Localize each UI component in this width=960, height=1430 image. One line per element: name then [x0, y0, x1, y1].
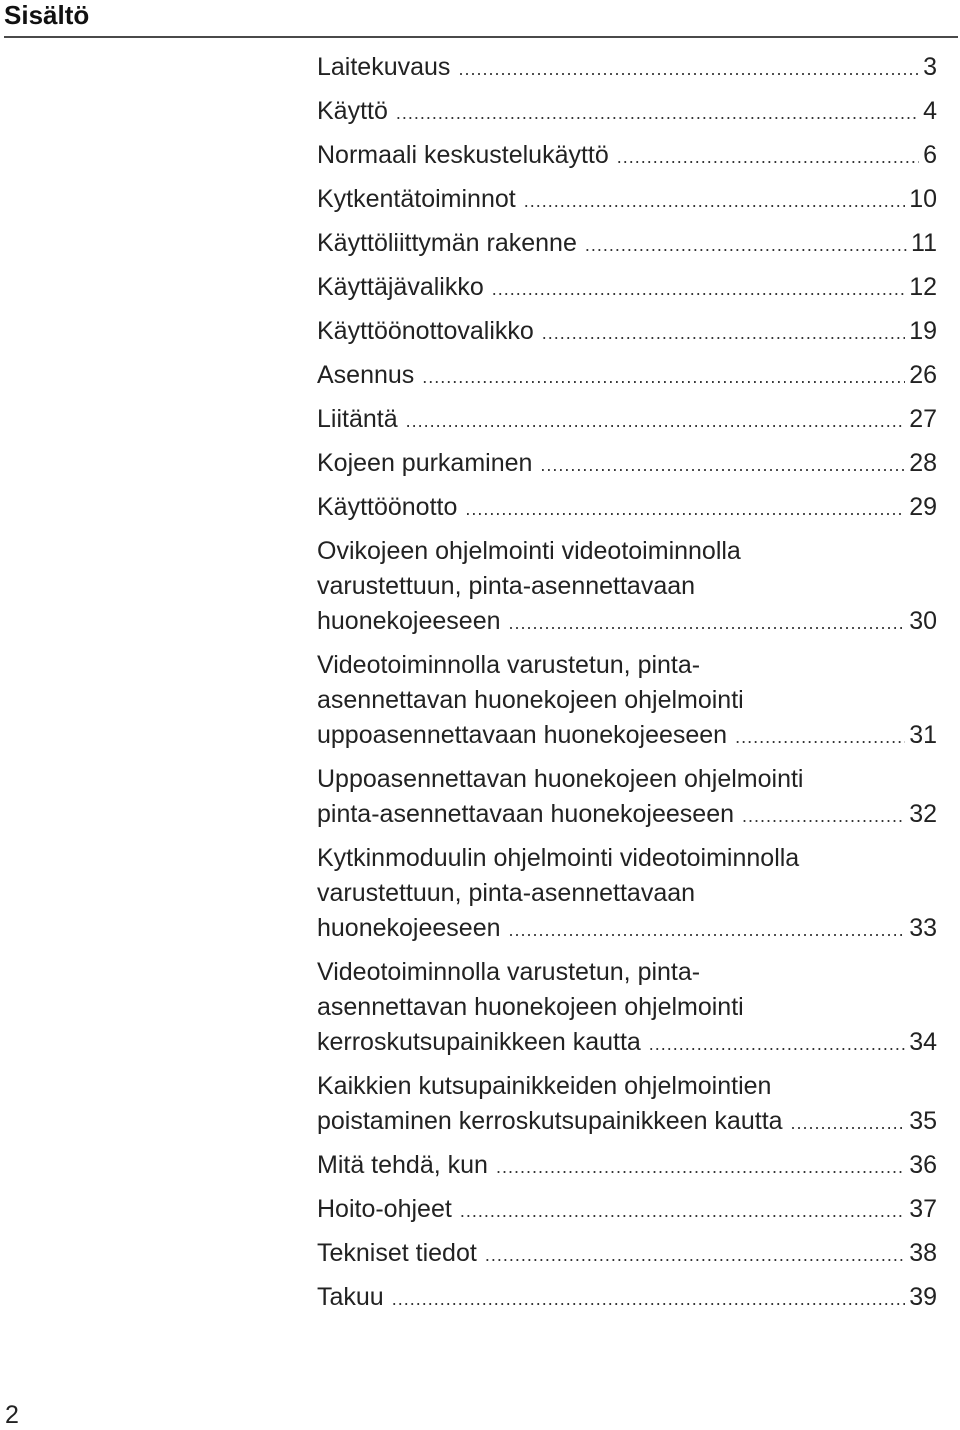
toc-entry-row — [317, 1280, 937, 1317]
toc-entry-title-line: Liitäntä — [317, 405, 398, 433]
toc-page-number: 26 — [909, 361, 937, 389]
toc-page-number: 37 — [909, 1195, 937, 1223]
toc-entry-row — [317, 446, 937, 483]
toc-entry[interactable] — [317, 1148, 937, 1185]
dot-leader — [791, 1106, 906, 1141]
toc-entry[interactable] — [317, 648, 937, 755]
dot-leader — [458, 52, 919, 87]
toc-entry-title-line: Normaali keskustelukäyttö — [317, 141, 609, 169]
toc-page-number: 35 — [909, 1107, 937, 1135]
toc-entry-title-line: Kytkentätoiminnot — [317, 185, 516, 213]
toc-entry-title-line: Käyttäjävalikko — [317, 273, 484, 301]
toc-entry[interactable] — [317, 94, 937, 131]
dot-leader — [617, 140, 919, 175]
toc-entry-title-line: asennettavan huonekojeen ohjelmointi — [317, 993, 744, 1021]
toc-page-number: 4 — [923, 97, 937, 125]
toc-page-number: 32 — [909, 800, 937, 828]
toc-page-number: 6 — [923, 141, 937, 169]
toc-entry-title-line: Käyttöönottovalikko — [317, 317, 534, 345]
toc-entry-title-line: Kytkinmoduulin ohjelmointi videotoiminnolla — [317, 844, 800, 872]
toc-entry-title-line: kerroskutsupainikkeen kautta — [317, 1028, 641, 1056]
toc-entry-title-line: varustettuun, pinta-asennettavaan — [317, 572, 696, 600]
toc-page-number: 27 — [909, 405, 937, 433]
toc-entry[interactable] — [317, 138, 937, 175]
toc-page-number: 30 — [909, 607, 937, 635]
toc-entry[interactable] — [317, 490, 937, 527]
dot-leader — [460, 1194, 905, 1229]
toc-entry-title-line: Videotoiminnolla varustetun, pinta- — [317, 651, 701, 679]
toc-entry[interactable] — [317, 270, 937, 307]
toc-page-number: 39 — [909, 1283, 937, 1311]
dot-leader — [509, 606, 906, 641]
toc-entry-row — [317, 402, 937, 439]
dot-leader — [542, 316, 905, 351]
toc-entry-title-line: Videotoiminnolla varustetun, pinta- — [317, 958, 701, 986]
toc-page-number: 28 — [909, 449, 937, 477]
toc-entry-title-line: poistaminen kerroskutsupainikkeen kautta — [317, 1107, 783, 1135]
toc-entry-title-line: Laitekuvaus — [317, 53, 451, 81]
toc-page-number: 12 — [909, 273, 937, 301]
toc-page-number: 3 — [923, 53, 937, 81]
dot-leader — [465, 492, 905, 527]
toc-entry-title-line: Asennus — [317, 361, 415, 389]
toc-entry[interactable] — [317, 1069, 937, 1141]
toc-entry[interactable] — [317, 1280, 937, 1317]
toc-entry-title-line: huonekojeeseen — [317, 914, 501, 942]
toc-entry-row — [317, 1192, 937, 1229]
toc-entry-title-line: varustettuun, pinta-asennettavaan — [317, 879, 696, 907]
dot-leader — [524, 184, 905, 219]
dot-leader — [392, 1282, 905, 1317]
toc-entry[interactable] — [317, 534, 937, 641]
toc-entry[interactable] — [317, 226, 937, 263]
table-of-contents — [317, 50, 937, 1324]
toc-page-number: 33 — [909, 914, 937, 942]
toc-entry-row — [317, 50, 937, 87]
toc-entry[interactable] — [317, 446, 937, 483]
toc-entry-row — [317, 911, 937, 948]
toc-entry-title-line: Tekniset tiedot — [317, 1239, 477, 1267]
toc-page-number: 38 — [909, 1239, 937, 1267]
page-header — [4, 0, 958, 38]
toc-entry-title-line: Kojeen purkaminen — [317, 449, 533, 477]
dot-leader — [396, 96, 919, 131]
toc-entry-title-line: Ovikojeen ohjelmointi videotoiminnolla — [317, 537, 741, 565]
dot-leader — [742, 799, 905, 834]
toc-entry-row — [317, 358, 937, 395]
toc-entry-title-line: Mitä tehdä, kun — [317, 1151, 488, 1179]
toc-entry-row — [317, 94, 937, 131]
toc-entry-row — [317, 226, 937, 263]
toc-entry[interactable] — [317, 314, 937, 351]
toc-entry-row — [317, 1236, 937, 1273]
toc-entry[interactable] — [317, 955, 937, 1062]
toc-entry-title-line: Käyttöliittymän rakenne — [317, 229, 577, 257]
toc-entry-row — [317, 270, 937, 307]
toc-entry-title-line: pinta-asennettavaan huonekojeeseen — [317, 800, 735, 828]
toc-entry-title-line: Takuu — [317, 1283, 384, 1311]
toc-page-number: 29 — [909, 493, 937, 521]
dot-leader — [649, 1027, 905, 1062]
dot-leader — [540, 448, 905, 483]
toc-entry-title-line: Hoito-ohjeet — [317, 1195, 452, 1223]
dot-leader — [585, 228, 907, 263]
toc-entry-title-line: Uppoasennettavan huonekojeen ohjelmointi — [317, 765, 804, 793]
toc-entry-title-line: huonekojeeseen — [317, 607, 501, 635]
dot-leader — [485, 1238, 905, 1273]
toc-entry-row — [317, 138, 937, 175]
toc-entry-row — [317, 1025, 937, 1062]
toc-page-number: 11 — [911, 229, 937, 257]
toc-entry[interactable] — [317, 1236, 937, 1273]
toc-entry-title-line: Käyttö — [317, 97, 388, 125]
toc-entry-row — [317, 1148, 937, 1185]
dot-leader — [496, 1150, 905, 1185]
page-number: 2 — [5, 1401, 19, 1429]
dot-leader — [406, 404, 906, 439]
page-title: Sisältö — [4, 0, 90, 30]
toc-entry-row — [317, 604, 937, 641]
dot-leader — [509, 913, 906, 948]
toc-page-number: 19 — [909, 317, 937, 345]
toc-page-number: 36 — [909, 1151, 937, 1179]
toc-entry-title-line: Käyttöönotto — [317, 493, 458, 521]
toc-page-number: 10 — [909, 185, 937, 213]
toc-entry[interactable] — [317, 182, 937, 219]
toc-entry[interactable] — [317, 762, 937, 834]
toc-entry-title-line: asennettavan huonekojeen ohjelmointi — [317, 686, 744, 714]
toc-page-number: 31 — [909, 721, 937, 749]
toc-entry-row — [317, 490, 937, 527]
toc-entry-title-line: uppoasennettavaan huonekojeeseen — [317, 721, 728, 749]
toc-entry-row — [317, 797, 937, 834]
toc-entry-row — [317, 1104, 937, 1141]
toc-entry-row — [317, 314, 937, 351]
dot-leader — [735, 720, 905, 755]
toc-entry[interactable] — [317, 402, 937, 439]
toc-entry[interactable] — [317, 1192, 937, 1229]
toc-entry[interactable] — [317, 50, 937, 87]
toc-entry-row — [317, 718, 937, 755]
dot-leader — [422, 360, 905, 395]
toc-entry[interactable] — [317, 841, 937, 948]
toc-page-number: 34 — [909, 1028, 937, 1056]
toc-entry-title-line: Kaikkien kutsupainikkeiden ohjelmointien — [317, 1072, 772, 1100]
toc-entry[interactable] — [317, 358, 937, 395]
toc-entry-row — [317, 182, 937, 219]
dot-leader — [492, 272, 905, 307]
